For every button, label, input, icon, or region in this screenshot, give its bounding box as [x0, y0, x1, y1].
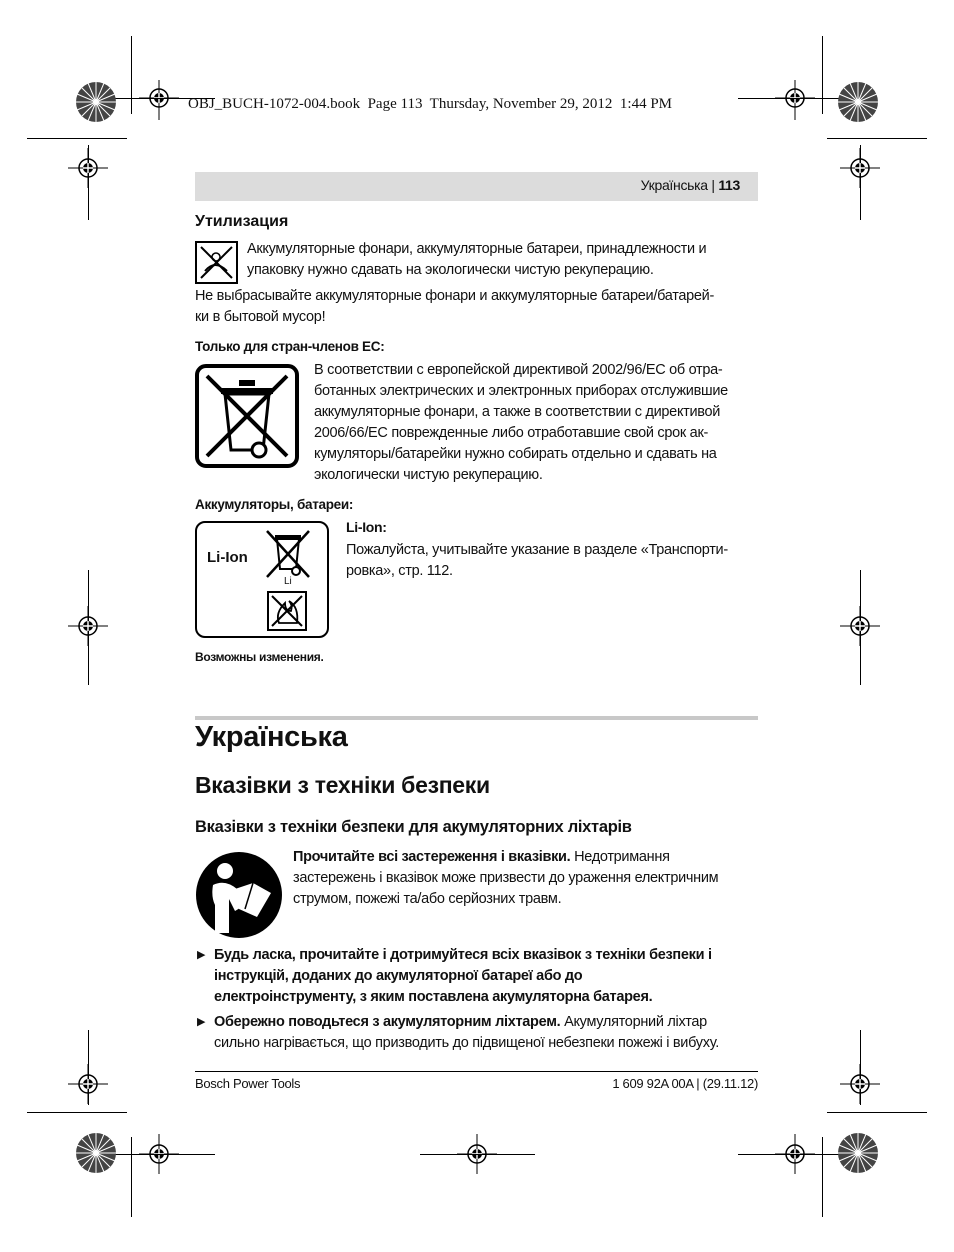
registration-target-icon [840, 1064, 880, 1104]
crossed-bin-icon [195, 364, 299, 468]
bullet1-line1: Будь ласка, прочитайте і дотримуйтеся всіх вказівок з техніки безпеки і [214, 947, 712, 963]
header-language: Українська [640, 177, 708, 193]
registration-target-icon [68, 606, 108, 646]
starburst-target-icon [837, 81, 879, 123]
starburst-target-icon [75, 81, 117, 123]
starburst-target-icon [75, 1132, 117, 1174]
no-fire-icon [267, 591, 307, 631]
eu-line: аккумуляторные фонари, а также в соответствии с директивой [314, 404, 721, 420]
disposal-warning-1: Не выбрасывайте аккумуляторные фонари и аккумуляторные батареи/батарей- [195, 288, 715, 304]
bullet2-rest: Акумуляторний ліхтар [560, 1014, 707, 1030]
section-rule [195, 716, 758, 720]
header-page-number: 113 [718, 177, 740, 193]
batteries-heading: Аккумуляторы, батареи: [195, 497, 354, 512]
disposal-warning-2: ки в бытовой мусор! [195, 309, 326, 325]
footer-rule [195, 1071, 758, 1072]
section-heading: Вказівки з техніки безпеки [195, 772, 490, 798]
registration-target-icon [840, 606, 880, 646]
registration-target-icon [68, 148, 108, 188]
liion-text-1: Пожалуйста, учитывайте указание в разделе «Транспорти- [346, 542, 728, 558]
crop-header-text: OBJ_BUCH-1072-004.book Page 113 Thursday, November 29, 2012 1:44 PM [188, 96, 673, 112]
starburst-target-icon [837, 1132, 879, 1174]
eu-line: 2006/66/ЕС поврежденные либо отработавшие свой срок ак- [314, 425, 709, 441]
bullet-marker: ▶ [197, 949, 206, 961]
eu-line: экологически чистую рекуперацию. [314, 467, 543, 483]
read-manual-icon [195, 851, 283, 939]
read-warnings-text-2: застережень і вказівок може призвести до ураження електричним [293, 870, 719, 886]
li-ion-icon [195, 521, 329, 638]
read-warnings-bold: Прочитайте всі застереження і вказівки. [293, 849, 571, 865]
disposal-icon-text: Аккумуляторные фонари, аккумуляторные батареи, принадлежности и [247, 241, 707, 257]
bullet1-line3: електроінструменту, з яким поставлена акумуляторна батарея. [214, 989, 653, 1005]
li-ion-icon-li: Li [284, 576, 292, 587]
changes-note: Возможны изменения. [195, 650, 324, 664]
recycle-packaging-icon [195, 241, 238, 284]
registration-target-icon [68, 1064, 108, 1104]
footer-left: Bosch Power Tools [195, 1076, 301, 1091]
read-warnings-text-3: струмом, пожежі та/або серйозних травм. [293, 891, 562, 907]
li-ion-icon-label: Li-Ion [207, 549, 248, 566]
eu-line: В соответствии с европейской директивой 2002/96/ЕС об отра- [314, 362, 723, 378]
registration-target-icon [840, 148, 880, 188]
disposal-heading: Утилизация [195, 213, 289, 230]
eu-line: ботанных электрических и электронных приборах отслужившие [314, 383, 728, 399]
footer-right: 1 609 92A 00A | (29.11.12) [612, 1076, 758, 1091]
eu-heading: Только для стран-членов ЕС: [195, 339, 385, 354]
bullet-marker: ▶ [197, 1016, 206, 1028]
eu-line: кумуляторы/батарейки нужно собирать отдельно и сдавать на [314, 446, 717, 462]
registration-target-icon [139, 80, 179, 120]
running-header [195, 172, 758, 201]
bullet2-bold: Обережно поводьтеся з акумуляторним ліхтарем. [214, 1014, 561, 1030]
subsection-heading: Вказівки з техніки безпеки для акумуляторних ліхтарів [195, 818, 632, 836]
read-warnings-rest: Недотримання [570, 849, 670, 865]
registration-target-icon [775, 80, 815, 120]
header-separator: | [711, 177, 719, 193]
liion-label: Li-Ion: [346, 519, 387, 535]
bullet2-line1 [214, 1012, 707, 1033]
crossed-bin-icon [263, 527, 313, 581]
bullet2-line2: сильно нагрівається, що призводить до підвищеної небезпеки пожежі і вибуху. [214, 1035, 719, 1051]
read-warnings-text-1 [293, 847, 670, 868]
bullet1-line2: інструкцій, доданих до акумуляторної батареї або до [214, 968, 583, 984]
language-title: Українська [195, 721, 348, 753]
liion-text-2: ровка», стр. 112. [346, 563, 453, 579]
disposal-icon-text-2: упаковку нужно сдавать на экологически чистую рекуперацию. [247, 262, 654, 278]
